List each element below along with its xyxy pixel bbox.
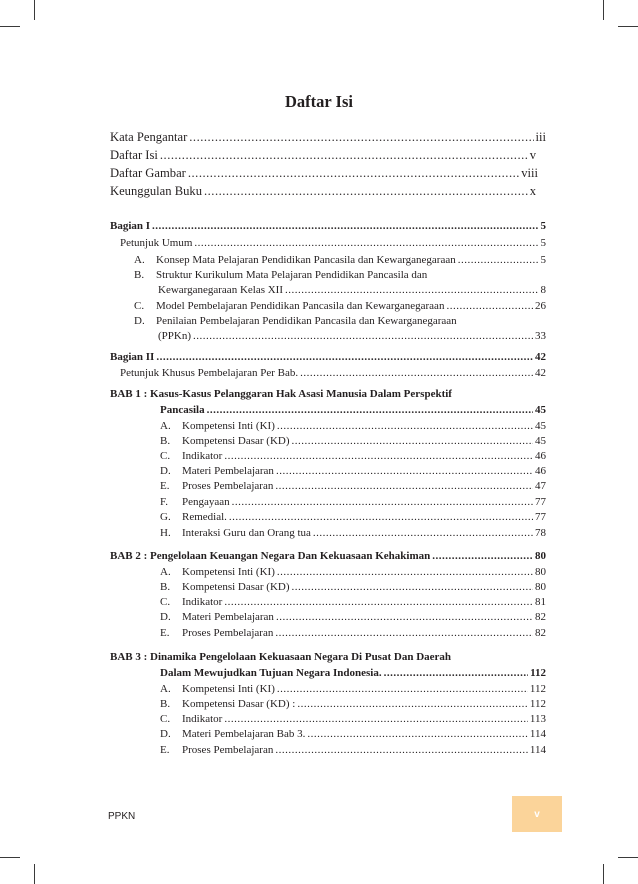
toc-entry[interactable]: C. Model Pembelajaran Pendidikan Pancasila dan Kewarganegaraan ..... 26 — [134, 300, 546, 312]
toc-entry-line[interactable]: D. Penilaian Pembelajaran Pendidikan Pancasila dan Kewarganegaraan — [134, 315, 457, 327]
footer-subject-label: PPKN — [108, 811, 136, 822]
toc-entry[interactable]: G. Remedial. ..... 77 — [160, 511, 546, 523]
toc-entry[interactable]: B. Kompetensi Dasar (KD) ..... 80 — [160, 581, 546, 593]
toc-entry[interactable]: D. Materi Pembelajaran Bab 3. ..... 114 — [160, 728, 546, 740]
crop-mark — [0, 26, 20, 27]
crop-mark — [34, 864, 35, 884]
toc-entry[interactable]: Kata Pengantar ..... iii — [110, 130, 546, 145]
toc-entry[interactable]: D. Materi Pembelajaran ..... 46 — [160, 465, 546, 477]
crop-mark — [34, 0, 35, 20]
toc-entry[interactable]: H. Interaksi Guru dan Orang tua ..... 78 — [160, 527, 546, 539]
toc-chapter-bab-2[interactable]: BAB 2 : Pengelolaan Keuangan Negara Dan Kekuasaan Kehakiman ..... 80 — [110, 550, 546, 562]
page-title: Daftar Isi — [285, 92, 353, 111]
toc-entry-line[interactable]: B. Struktur Kurikulum Mata Pelajaran Pendidikan Pancasila dan — [134, 269, 428, 281]
toc-chapter-bab-3[interactable]: BAB 3 : Dinamika Pengelolaan Kekuasaan Negara Di Pusat Dan Daerah — [110, 651, 452, 663]
toc-entry[interactable]: F. Pengayaan ..... 77 — [160, 496, 546, 508]
toc-entry[interactable]: A. Kompetensi Inti (KI) ..... 80 — [160, 566, 546, 578]
toc-entry[interactable]: (PPKn) ..... 33 — [158, 330, 546, 342]
toc-entry[interactable]: C. Indikator ..... 81 — [160, 596, 546, 608]
toc-entry[interactable]: Kewarganegaraan Kelas XII ..... 8 — [158, 284, 546, 296]
toc-entry[interactable]: C. Indikator ..... 46 — [160, 450, 546, 462]
toc-entry[interactable]: A. Kompetensi Inti (KI) ..... 112 — [160, 683, 546, 695]
toc-entry[interactable]: E. Proses Pembelajaran ..... 82 — [160, 627, 546, 639]
crop-mark — [618, 857, 638, 858]
toc-entry[interactable]: Daftar Isi ..... v — [110, 148, 536, 163]
toc-entry[interactable]: E. Proses Pembelajaran ..... 114 — [160, 744, 546, 756]
toc-chapter-bab-1[interactable]: BAB 1 : Kasus-Kasus Pelanggaran Hak Asasi Manusia Dalam Perspektif — [110, 388, 452, 400]
page-number-tab — [512, 796, 562, 832]
toc-entry[interactable]: C. Indikator ..... 113 — [160, 713, 546, 725]
toc-entry[interactable]: D. Materi Pembelajaran ..... 82 — [160, 611, 546, 623]
toc-entry[interactable]: Daftar Gambar ..... viii — [110, 166, 538, 181]
toc-entry[interactable]: Petunjuk Umum ..... 5 — [120, 237, 546, 249]
crop-mark — [603, 0, 604, 20]
toc-entry[interactable]: B. Kompetensi Dasar (KD) ..... 45 — [160, 435, 546, 447]
crop-mark — [0, 857, 20, 858]
toc-entry[interactable]: Keunggulan Buku ..... x — [110, 184, 536, 199]
toc-entry[interactable]: A. Konsep Mata Pelajaran Pendidikan Pancasila dan Kewarganegaraan ..... 5 — [134, 254, 546, 266]
crop-mark — [618, 26, 638, 27]
toc-chapter-bab-3-cont[interactable]: Dalam Mewujudkan Tujuan Negara Indonesia. ..... 112 — [160, 667, 546, 679]
crop-mark — [603, 864, 604, 884]
page-number: v — [534, 808, 540, 820]
toc-section-bagian-1[interactable]: Bagian I ..... 5 — [110, 220, 546, 232]
toc-chapter-bab-1-cont[interactable]: Pancasila ..... 45 — [160, 404, 546, 416]
toc-entry[interactable]: E. Proses Pembelajaran ..... 47 — [160, 480, 546, 492]
toc-entry[interactable]: Petunjuk Khusus Pembelajaran Per Bab. ..... 42 — [120, 367, 546, 379]
toc-entry[interactable]: B. Kompetensi Dasar (KD) : ..... 112 — [160, 698, 546, 710]
toc-section-bagian-2[interactable]: Bagian II ..... 42 — [110, 351, 546, 363]
toc-entry[interactable]: A. Kompetensi Inti (KI) ..... 45 — [160, 420, 546, 432]
